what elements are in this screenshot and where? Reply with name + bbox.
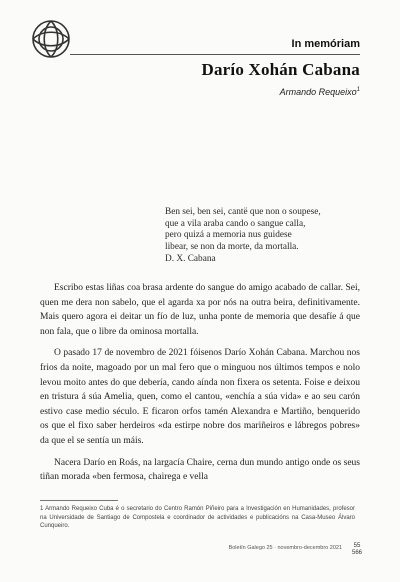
article-body <box>40 281 360 492</box>
epigraph-line: Ben sei, ben sei, cantë que non o soupese, <box>165 207 321 217</box>
body-paragraph: O pasado 17 de novembro de 2021 fóisenos Darío Xohán Cabana. Marchou nos frios da noite, magoado por un mal fero que o minguou nos últimos tempos e nolo levou moito antes do que debería, cando aínda non fixera os setenta. Foise e deixou en tristura á súa Amelia, quen, como el cantou, «enchía a súa vida» e ao seu carón estivo case medio século. E ficaron orfos tamén Alexandra e Martiño, benquerido os que el fixo saber herdeiros «da estirpe nobre dos mariñeiros e lábregos pobres» da que el se sentía un máis. <box>40 348 360 446</box>
page-number <box>352 543 362 557</box>
article-title: Darío Xohán Cabana <box>201 60 360 79</box>
page-number-main: 55 <box>353 543 361 549</box>
celtic-knot-logo <box>30 18 72 60</box>
author-name: Armando Requeixo <box>279 87 357 97</box>
epigraph-line: libear, se non da morte, da mortalla. <box>165 242 299 253</box>
epigraph-line: que a vila araba cando o sangue calla, <box>165 218 306 229</box>
epigraph-poem <box>165 207 365 254</box>
epigraph-line: pero quizá a memoria nus guidese <box>165 230 292 241</box>
epigraph-signature: D. X. Cabana <box>165 254 216 264</box>
footnote: 1 Armando Requeixo Cuba é o secretario do Centro Ramón Piñeiro para a Investigación en Humanidades, profesor na Universidade de Santiago de Compostela e coordinador de actividades e publicacións na Casa-Museo Álvaro Cunqueiro. <box>40 506 355 530</box>
footnote-rule <box>40 500 118 501</box>
section-label: In memóriam <box>291 38 360 50</box>
running-footer: Boletín Galego 25 · novembro-decembro 2021 <box>228 545 342 551</box>
author-footnote-mark: 1 <box>356 87 360 93</box>
page-number-sub: 566 <box>351 550 362 556</box>
article-author <box>280 87 360 97</box>
body-paragraph: Escribo estas liñas coa brasa ardente do sangue do amigo acabado de callar. Sei, quen me dera non sabelo, que el agarda xa por nós na outra beira, definitivamente. Mais quero agora ei deitar un fío de luz, unha ponte de memoria que desafíe á que non fala, que o libre da ominosa mortalla. <box>40 283 360 337</box>
body-paragraph: Nacera Darío en Roás, na largacía Chaire, cerna dun mundo antigo onde os seus tiñan morada «ben fermosa, chairega e vella <box>40 457 360 483</box>
header-rule <box>70 54 360 55</box>
